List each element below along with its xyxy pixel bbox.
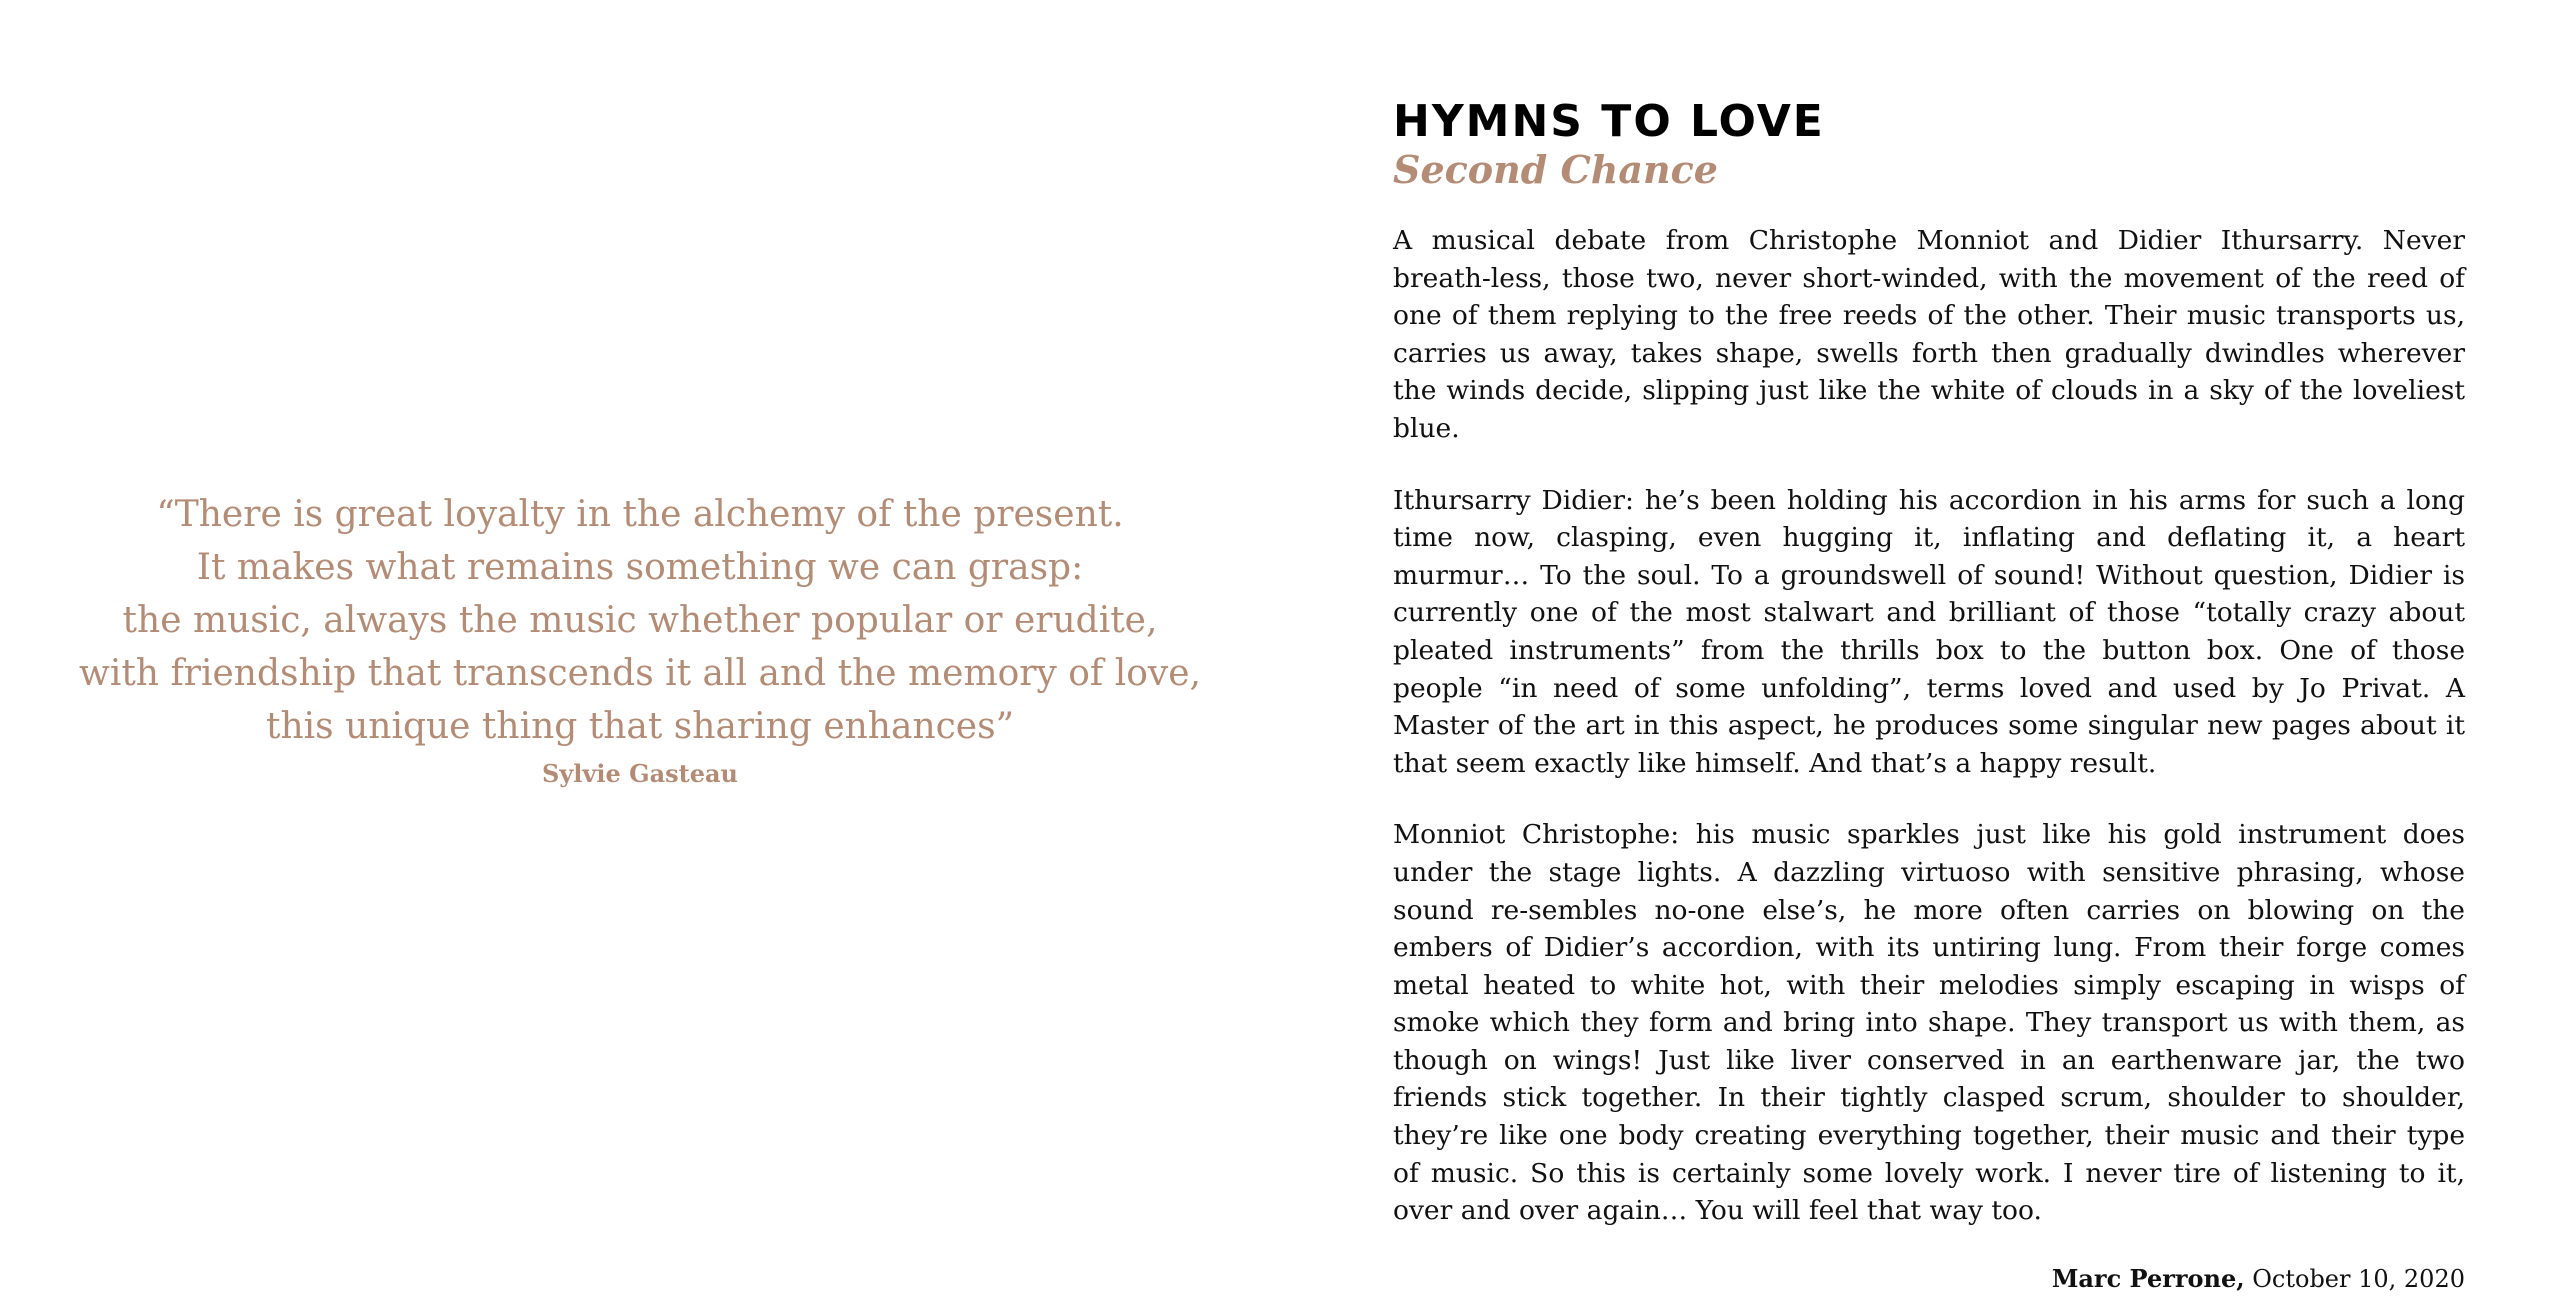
quote-line: “There is great loyalty in the alchemy of the present. xyxy=(156,494,1124,535)
quote-line: this unique thing that sharing enhances” xyxy=(265,706,1014,747)
quote-line: with friendship that transcends it all and the memory of love, xyxy=(79,653,1201,694)
signature-name: Marc Perrone, xyxy=(2051,1263,2245,1293)
signature xyxy=(1393,1262,2465,1296)
quote-line: It makes what remains something we can grasp: xyxy=(196,547,1084,588)
body-paragraph: Monniot Christophe: his music sparkles just like his gold instrument does under the stage lights. A dazzling virtuoso with sensitive phrasing, whose sound re-sembles no-one else’s, he more often carries on blowing on the embers of Didier’s accordion, with its untiring lung. From their forge comes metal heated to white hot, with their melodies simply escaping in wisps of smoke which they form and bring into shape. They transport us with them, as though on wings! Just like liver conserved in an earthenware jar, the two friends stick together. In their tightly clasped scrum, shoulder to shoulder, they’re like one body creating everything together, their music and their type of music. So this is certainly some lovely work. I never tire of listening to it, over and over again… You will feel that way too. xyxy=(1393,819,2465,1227)
quote-line: the music, always the music whether popular or erudite, xyxy=(122,600,1158,641)
body-paragraph: A musical debate from Christophe Monniot and Didier Ithursarry. Never breath-less, those two, never short-winded, with the movement of the reed of one of them replying to the free reeds of the other. Their music transports us, carries us away, takes shape, swells forth then gradually dwindles wherever the winds decide, slipping just like the white of clouds in a sky of the loveliest blue. xyxy=(1393,225,2465,444)
right-page xyxy=(1393,94,2465,1296)
page-subtitle: Second Chance xyxy=(1393,147,1718,192)
body-paragraph: Ithursarry Didier: he’s been holding his accordion in his arms for such a long time now, clasping, even hugging it, inflating and deflating it, a heart murmur… To the soul. To a groundswell of sound! Without question, Didier is currently one of the most stalwart and brilliant of those “totally crazy about pleated instruments” from the thrills box to the button box. One of those people “in need of some unfolding”, terms loved and used by Jo Privat. A Master of the art in this aspect, he produces some singular new pages about it that seem exactly like himself. And that’s a happy result. xyxy=(1393,484,2465,779)
signature-date: October 10, 2020 xyxy=(2252,1264,2465,1293)
pull-quote xyxy=(60,488,1220,791)
quote-author: Sylvie Gasteau xyxy=(542,759,738,788)
left-page xyxy=(0,0,1280,1280)
page-title: HYMNS TO LOVE xyxy=(1393,96,1825,147)
